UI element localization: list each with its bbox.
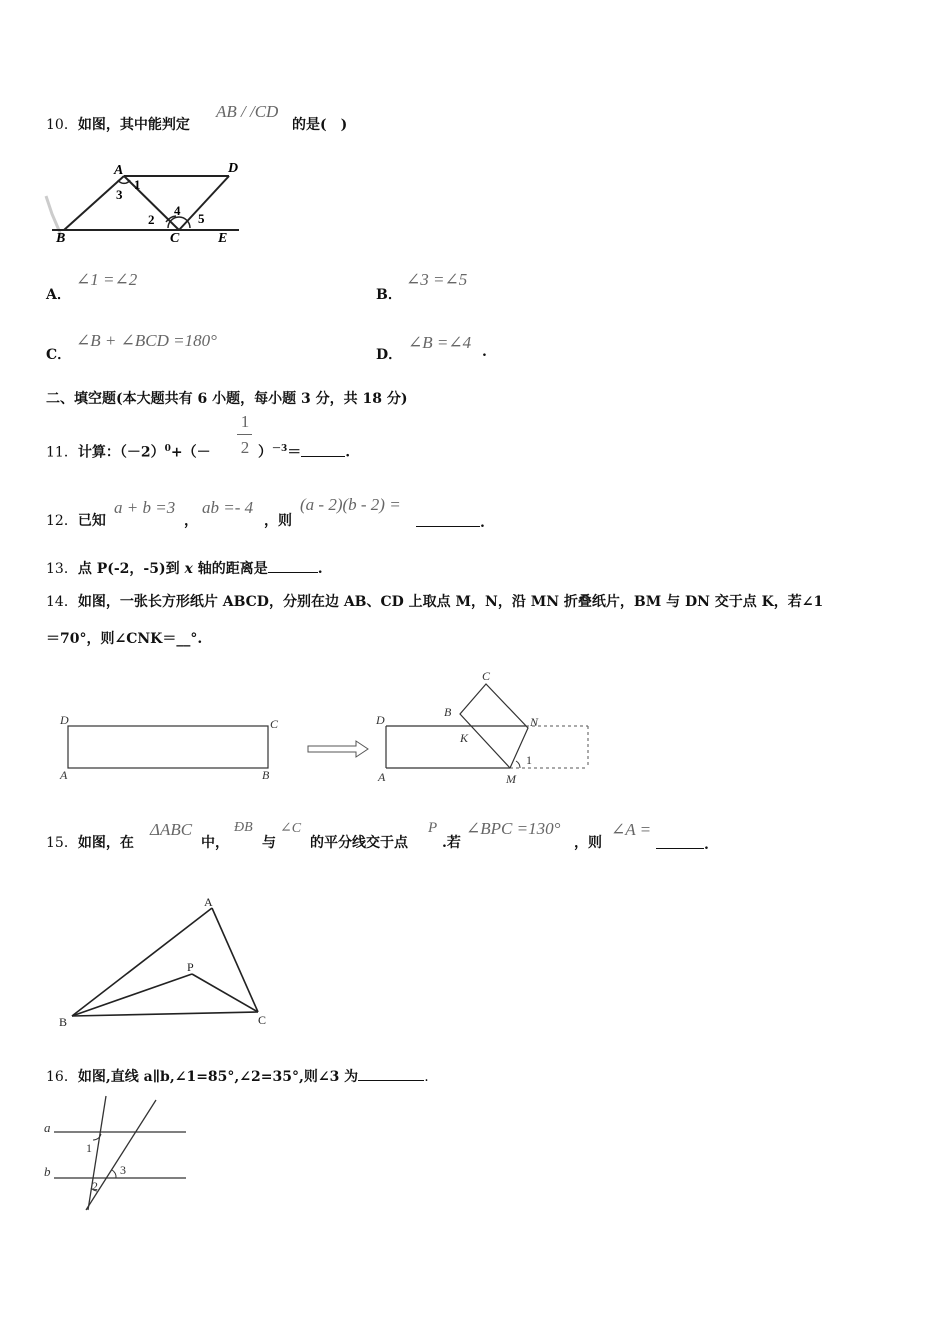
q13-pre: 点 P(-2，-5)到 xyxy=(77,561,180,577)
q10-number: 10． xyxy=(46,117,78,133)
q10-option-B-label: B． xyxy=(376,287,402,303)
q16-fig-a: a xyxy=(44,1120,51,1135)
q10-option-D: ∠B =∠4 xyxy=(408,333,472,352)
q15-angleB: ÐB xyxy=(234,820,253,835)
q15-answer-blank[interactable] xyxy=(656,834,704,849)
q15-t2: 与 xyxy=(262,835,276,851)
q10-angle-2: 2 xyxy=(148,212,155,227)
q14-fig2-C: C xyxy=(482,669,491,683)
q15-t5: ，则 xyxy=(574,835,602,851)
q14-fig2-A: A xyxy=(378,770,386,784)
q13-number: 13． xyxy=(46,561,78,577)
q10-stem xyxy=(46,116,190,134)
q12-expr2: ab =- 4 xyxy=(202,498,254,517)
q12-lead xyxy=(46,512,106,530)
q16-fig-b: b xyxy=(44,1164,51,1179)
q16-end: . xyxy=(424,1069,429,1085)
q14-fig2-D: D xyxy=(376,713,385,727)
q10-tail: 的是( ) xyxy=(292,117,348,133)
q15-end: . xyxy=(704,837,709,853)
q10-option-A: ∠1 =∠2 xyxy=(76,270,138,289)
q15-t3: 的平分线交于点 xyxy=(310,835,408,851)
q15-angleC: ∠C xyxy=(280,821,302,836)
q10-label-A: A xyxy=(114,163,124,178)
q10-angle-4: 4 xyxy=(174,203,181,218)
q15-fig-P: P xyxy=(187,960,194,974)
q14-line1 xyxy=(46,593,823,611)
q10-option-D-tail: . xyxy=(482,344,487,360)
q11-end: . xyxy=(345,444,351,461)
q14-number: 14． xyxy=(46,594,78,610)
q10-angle-1: 1 xyxy=(134,177,141,192)
q11-line xyxy=(46,440,211,462)
q12-number: 12． xyxy=(46,513,78,529)
q10-angle-5: 5 xyxy=(198,211,205,226)
q14-figure xyxy=(50,660,610,790)
q12-expr1: a + b =3 xyxy=(114,498,176,517)
q10-stem-text: 如图，其中能判定 xyxy=(77,117,190,133)
q16-number: 16． xyxy=(46,1069,78,1085)
q13-answer-blank[interactable] xyxy=(268,558,318,573)
q16-angle-2: 2 xyxy=(92,1179,98,1193)
q16-figure xyxy=(44,1094,190,1212)
q14-fig2-angle1: 1 xyxy=(526,753,532,767)
q13-var: x xyxy=(184,561,193,577)
q12-expr3: (a - 2)(b - 2) = xyxy=(300,495,401,514)
q11-part4: ＝ xyxy=(287,444,302,461)
q15-point: P xyxy=(428,820,438,836)
q12-sep2: ，则 xyxy=(264,513,292,529)
q13-post: 轴的距离是 xyxy=(197,561,268,577)
q15-lead xyxy=(46,834,134,852)
q14-fig1-A: A xyxy=(60,768,68,782)
q15-answer xyxy=(656,834,709,854)
q11-answer-blank[interactable] xyxy=(301,442,345,457)
q14-line2: ＝70°，则∠CNK＝__°. xyxy=(46,631,203,647)
q14-fig2-N: N xyxy=(530,715,539,729)
q15-fig-C: C xyxy=(258,1013,267,1027)
q12-end: . xyxy=(480,515,485,531)
q11-line-end xyxy=(258,440,350,462)
q12-answer xyxy=(416,512,485,532)
q14-text1: 如图，一张长方形纸片 ABCD，分别在边 AB、CD 上取点 M，N，沿 MN 折叠纸片，BM 与 DN 交于点 K，若∠1 xyxy=(77,594,824,610)
q16-line xyxy=(46,1066,429,1086)
q11-frac-den: 2 xyxy=(240,438,250,457)
q15-given: ∠BPC =130° xyxy=(466,819,561,838)
q15-t1: 中， xyxy=(201,835,229,851)
q14-fig1-C: C xyxy=(270,717,279,731)
q10-label-E: E xyxy=(218,231,228,246)
q10-option-B: ∠3 =∠5 xyxy=(406,270,468,289)
q16-text: 如图,直线 a∥b,∠1=85°,∠2=35°,则∠3 为 xyxy=(77,1069,359,1085)
q10-option-A-label: A． xyxy=(46,287,71,303)
q13-line xyxy=(46,558,323,578)
q15-fig-A: A xyxy=(204,895,213,909)
q11-number: 11． xyxy=(46,444,78,461)
q12-pre: 已知 xyxy=(77,513,106,529)
q15-t4: .若 xyxy=(442,835,461,851)
q14-fig1-D: D xyxy=(60,713,69,727)
q15-figure xyxy=(54,892,284,1034)
q11-part2: +（－ xyxy=(170,444,211,461)
q15-pre: 如图，在 xyxy=(77,835,134,851)
q10-figure xyxy=(44,158,254,248)
q10-option-D-label: D． xyxy=(376,347,403,363)
q10-option-C-label: C． xyxy=(46,347,72,363)
q10-condition: AB / /CD xyxy=(216,102,279,121)
section-2-heading: 二、填空题(本大题共有 6 小题，每小题 3 分，共 18 分) xyxy=(46,391,408,407)
q15-number: 15． xyxy=(46,835,78,851)
q12-sep1: ， xyxy=(184,513,198,529)
q11-part3: ） xyxy=(258,444,272,461)
q10-label-B: B xyxy=(56,231,66,246)
q16-angle-1: 1 xyxy=(86,1141,92,1155)
q11-sup2: －3 xyxy=(272,444,288,454)
q11-frac-bar xyxy=(237,434,252,435)
q16-angle-3: 3 xyxy=(120,1163,126,1177)
q14-fig2-B: B xyxy=(444,705,452,719)
q15-fig-B: B xyxy=(59,1015,68,1029)
q15-ask: ∠A = xyxy=(611,820,652,839)
q11-sup1: 0 xyxy=(164,444,171,454)
q16-answer-blank[interactable] xyxy=(358,1066,424,1081)
q10-angle-3: 3 xyxy=(116,187,123,202)
q13-end: . xyxy=(317,561,323,577)
q11-part1: 计算：（－2） xyxy=(77,444,165,461)
q14-fig2-M: M xyxy=(506,772,516,786)
q12-answer-blank[interactable] xyxy=(416,512,480,527)
q15-triangle: ΔABC xyxy=(150,820,193,839)
q10-label-D: D xyxy=(228,161,239,176)
q10-option-C: ∠B + ∠BCD =180° xyxy=(76,331,217,350)
q11-frac-num: 1 xyxy=(240,412,250,431)
q14-fig1-B: B xyxy=(262,768,270,782)
q10-label-C: C xyxy=(170,231,180,246)
q14-fig2-K: K xyxy=(460,731,469,745)
